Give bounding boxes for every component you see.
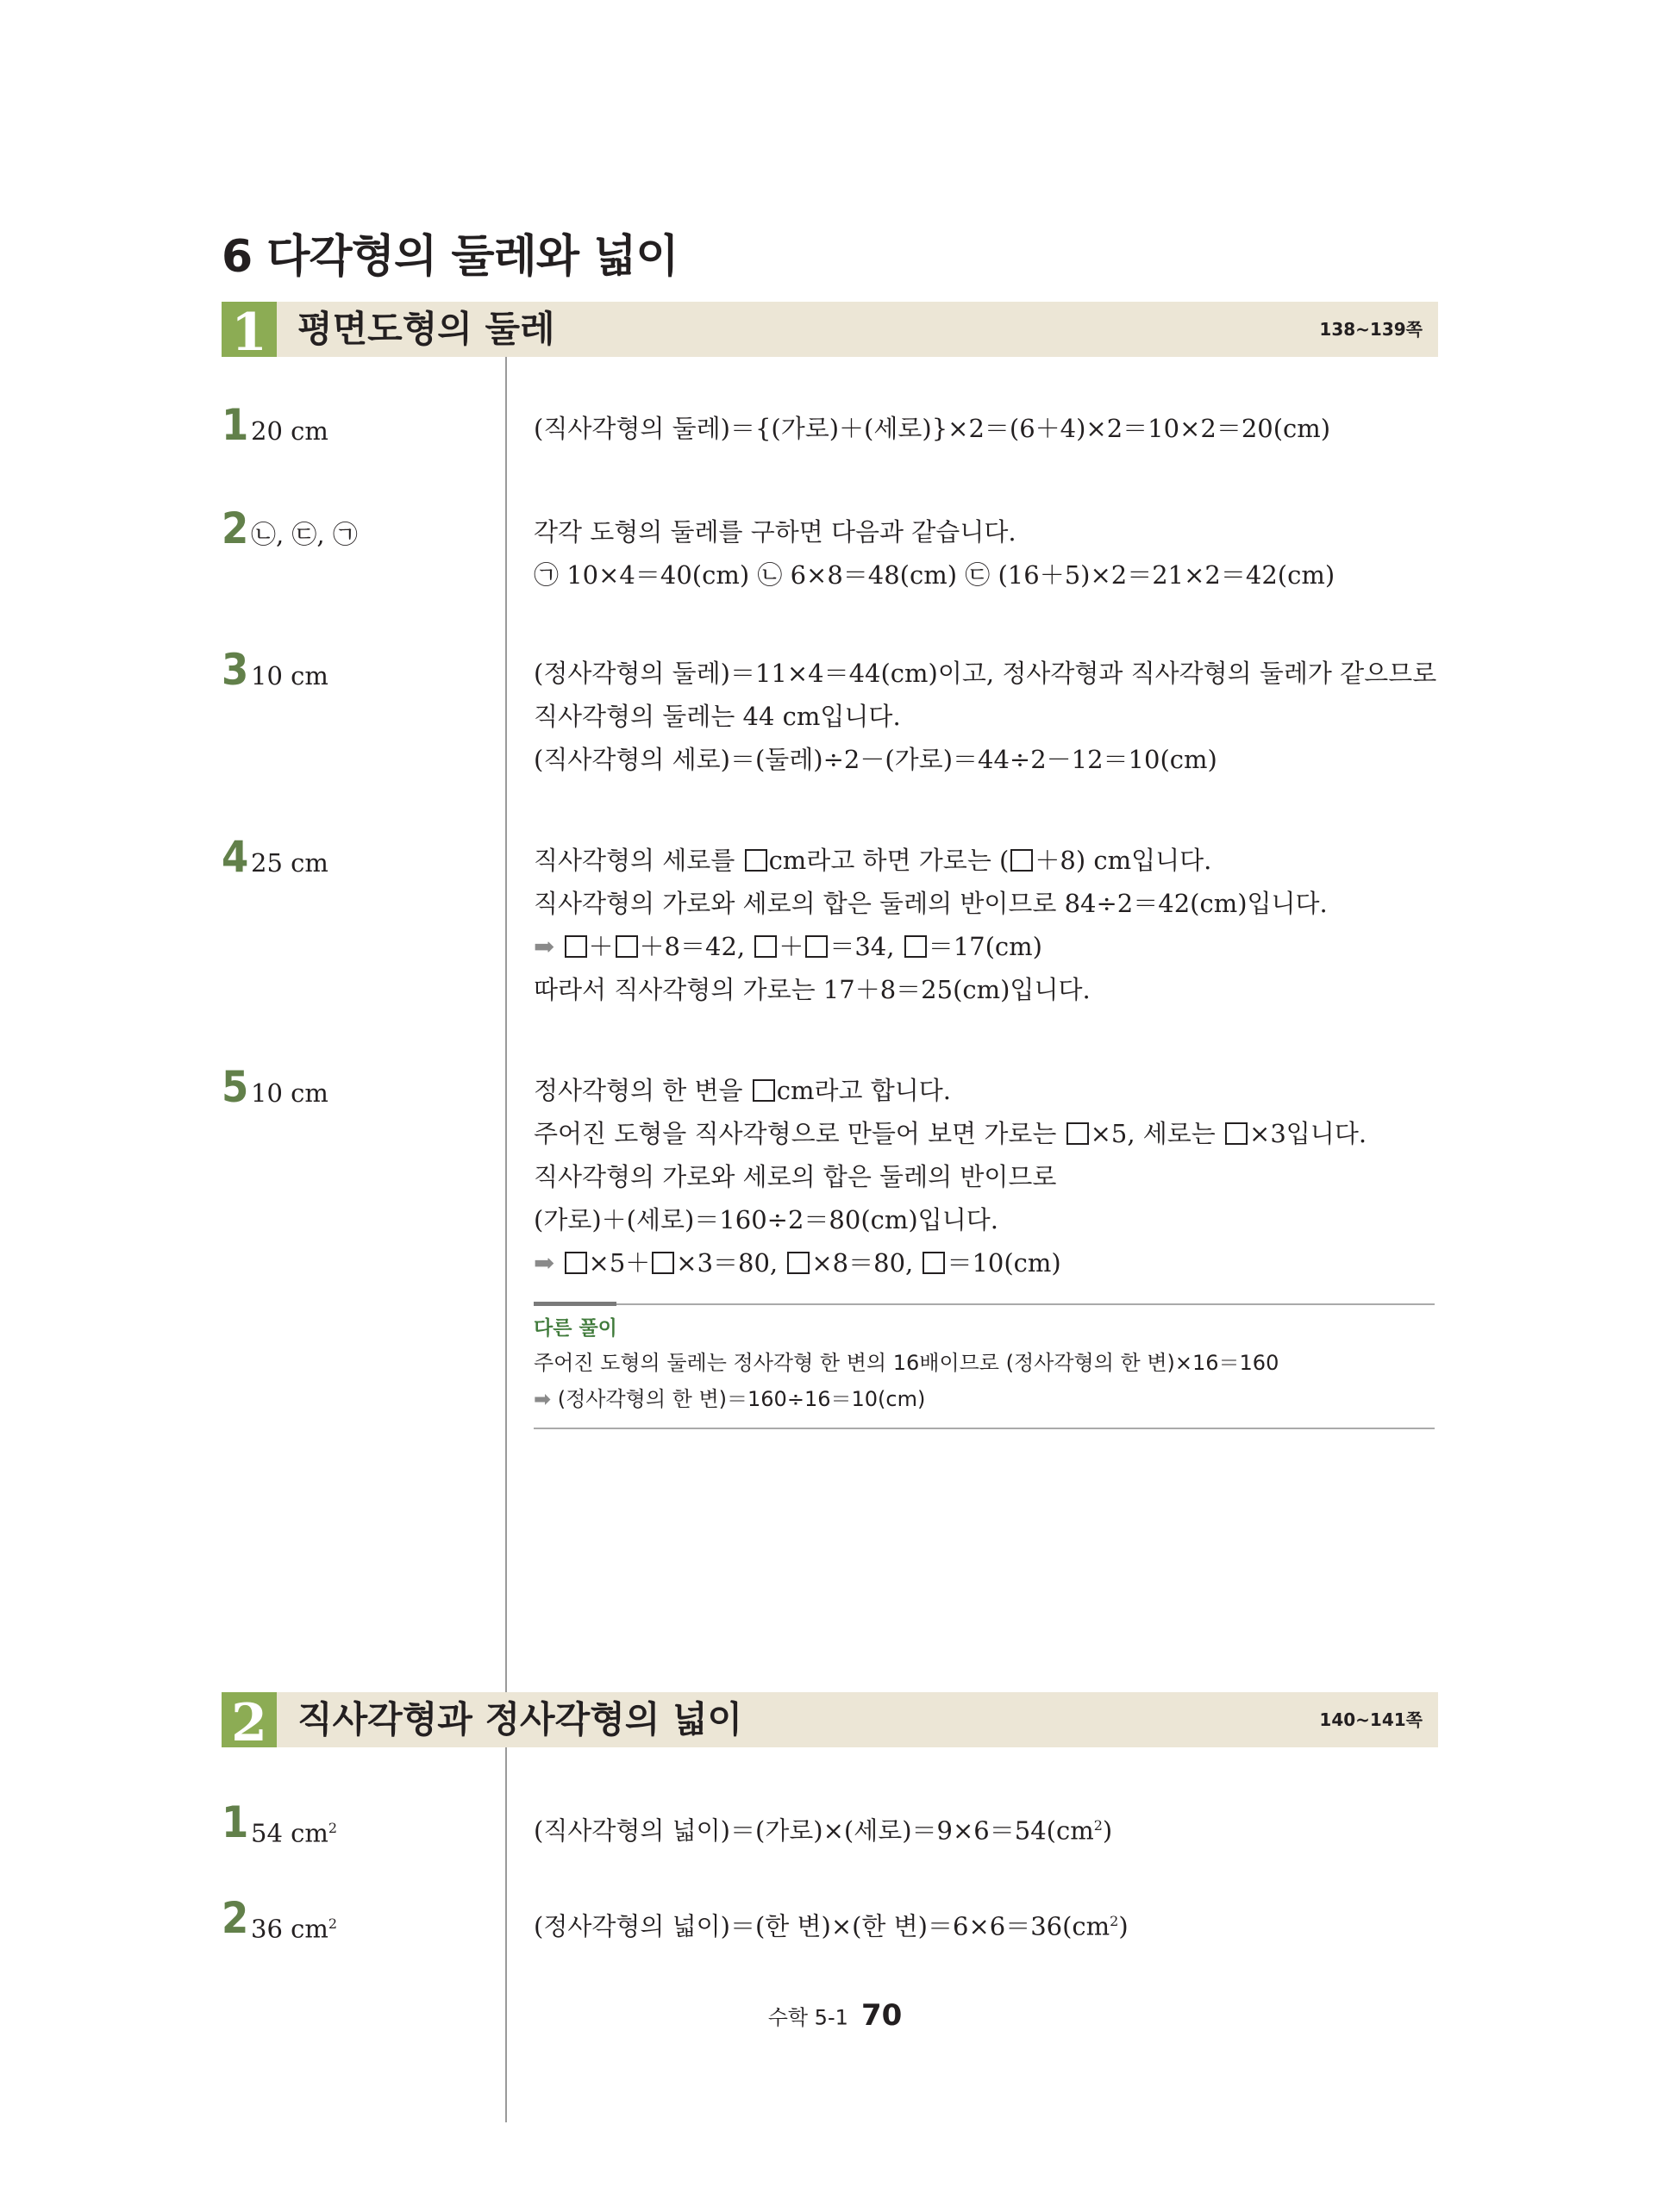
page-footer [0, 1998, 1670, 2033]
text: ＝10(cm) [947, 1248, 1061, 1278]
blank-box [1010, 849, 1033, 872]
explanation-line: (직사각형의 세로)＝(둘레)÷2－(가로)＝44÷2－12＝10(cm) [534, 745, 1217, 774]
text: 54 cm [251, 1818, 328, 1848]
column-divider [505, 1747, 507, 2122]
explanation-line: 직사각형의 가로와 세로의 합은 둘레의 반이므로 [534, 1162, 1057, 1191]
problem-answer: 10 cm [251, 661, 328, 690]
explanation-line: 각각 도형의 둘레를 구하면 다음과 같습니다. [534, 517, 1016, 547]
problem-explanation [534, 1069, 1367, 1284]
text: ) [1102, 1815, 1113, 1846]
problem-explanation [534, 1804, 1112, 1853]
text: 주어진 도형을 직사각형으로 만들어 보면 가로는 [534, 1119, 1065, 1148]
problem-explanation [534, 1900, 1129, 1948]
problem-number: 1 [222, 400, 249, 450]
problem-explanation [534, 407, 1330, 450]
explanation-line: 직사각형의 둘레는 44 cm입니다. [534, 702, 901, 731]
section-number: 2 [222, 1692, 277, 1747]
text: ＋8) cm입니다. [1035, 846, 1212, 875]
explanation-line [534, 1804, 1112, 1853]
problem-answer: 10 cm [251, 1078, 328, 1108]
section-header [222, 1692, 1438, 1753]
text: cm라고 하면 가로는 ( [768, 846, 1010, 875]
alt-solution-tab [534, 1302, 616, 1306]
text: cm라고 합니다. [776, 1076, 952, 1105]
arrow-icon: ➡ [534, 1248, 555, 1278]
explanation-line [534, 839, 1328, 882]
arrow-icon: ➡ [534, 932, 555, 961]
blank-box [1225, 1122, 1248, 1145]
superscript: 2 [328, 1820, 338, 1836]
problem-answer [251, 1811, 337, 1851]
text: ＋ [588, 932, 614, 961]
blank-box [745, 849, 767, 872]
section-pages: 140~141쪽 [1319, 1709, 1423, 1730]
alt-solution-line [534, 1381, 1435, 1417]
blank-box [565, 1252, 587, 1274]
explanation-line [534, 1900, 1129, 1948]
text: 직사각형의 세로를 [534, 846, 743, 875]
text: ×5, 세로는 [1090, 1119, 1224, 1148]
text: ＋ [779, 932, 804, 961]
explanation-line [534, 1112, 1367, 1155]
explanation-line: (정사각형의 둘레)＝11×4＝44(cm)이고, 정사각형과 직사각형의 둘레가 같으므로 [534, 659, 1437, 688]
explanation-line [534, 1069, 1367, 1112]
blank-box [616, 935, 638, 958]
problem-explanation [534, 510, 1335, 597]
problem-answer: 20 cm [251, 416, 328, 446]
text: ×3＝80, [676, 1248, 786, 1278]
problem-explanation [534, 652, 1436, 781]
text: ×3입니다. [1249, 1119, 1367, 1148]
text: 36 cm [251, 1914, 328, 1944]
text: ＝17(cm) [928, 932, 1042, 961]
text: (정사각형의 한 변)＝160÷16＝10(cm) [557, 1387, 926, 1411]
blank-box [565, 935, 587, 958]
text: ＝34, [829, 932, 903, 961]
explanation-line: (가로)＋(세로)＝160÷2＝80(cm)입니다. [534, 1205, 998, 1234]
section-title: 직사각형과 정사각형의 넓이 [297, 1698, 743, 1740]
section-title: 평면도형의 둘레 [297, 308, 555, 350]
section-header [222, 302, 1438, 363]
text: ) [1118, 1911, 1129, 1941]
text: (정사각형의 넓이)＝(한 변)×(한 변)＝6×6＝36(cm [534, 1911, 1110, 1941]
alt-solution-line: 주어진 도형의 둘레는 정사각형 한 변의 16배이므로 (정사각형의 한 변)×16＝160 [534, 1351, 1279, 1375]
blank-box [904, 935, 927, 958]
chapter-title: 6 다각형의 둘레와 넓이 [222, 231, 679, 283]
problem-number: 3 [222, 645, 249, 695]
blank-box [805, 935, 828, 958]
explanation-line: (직사각형의 둘레)＝{(가로)＋(세로)}×2＝(6＋4)×2＝10×2＝20(cm) [534, 414, 1331, 443]
superscript: 2 [328, 1915, 338, 1932]
problem-number: 2 [222, 503, 249, 553]
text: ＋8＝42, [639, 932, 754, 961]
explanation-line: 직사각형의 가로와 세로의 합은 둘레의 반이므로 84÷2＝42(cm)입니다. [534, 889, 1328, 918]
book-name: 수학 5-1 [767, 2005, 848, 2030]
explanation-line [534, 925, 1328, 968]
problem-answer: 25 cm [251, 848, 328, 878]
problem-explanation [534, 839, 1328, 1011]
blank-box [753, 1079, 775, 1102]
text: ×5＋ [588, 1248, 651, 1278]
section-number: 1 [222, 302, 277, 357]
alt-solution-box [534, 1303, 1435, 1429]
blank-box [787, 1252, 810, 1274]
arrow-icon: ➡ [534, 1387, 552, 1411]
text: 정사각형의 한 변을 [534, 1076, 751, 1105]
blank-box [923, 1252, 945, 1274]
blank-box [754, 935, 777, 958]
problem-number: 2 [222, 1893, 249, 1943]
text: ×8＝80, [811, 1248, 922, 1278]
problem-answer [251, 1907, 337, 1946]
blank-box [1066, 1122, 1089, 1145]
page-number: 70 [860, 1998, 903, 2033]
problem-number: 4 [222, 832, 249, 882]
alt-solution-title: 다른 풀이 [534, 1317, 617, 1340]
explanation-line [534, 1241, 1367, 1284]
column-divider [505, 357, 507, 1693]
section-pages: 138~139쪽 [1319, 319, 1423, 340]
problem-number: 5 [222, 1062, 249, 1112]
explanation-line: ㉠ 10×4＝40(cm) ㉡ 6×8＝48(cm) ㉢ (16＋5)×2＝21×2＝42(cm) [534, 560, 1335, 590]
problem-number: 1 [222, 1797, 249, 1847]
text: (직사각형의 넓이)＝(가로)×(세로)＝9×6＝54(cm [534, 1815, 1094, 1846]
problem-answer: ㉡, ㉢, ㉠ [251, 520, 358, 549]
superscript: 2 [1110, 1913, 1119, 1929]
superscript: 2 [1093, 1817, 1103, 1834]
explanation-line: 따라서 직사각형의 가로는 17＋8＝25(cm)입니다. [534, 975, 1091, 1004]
blank-box [652, 1252, 674, 1274]
